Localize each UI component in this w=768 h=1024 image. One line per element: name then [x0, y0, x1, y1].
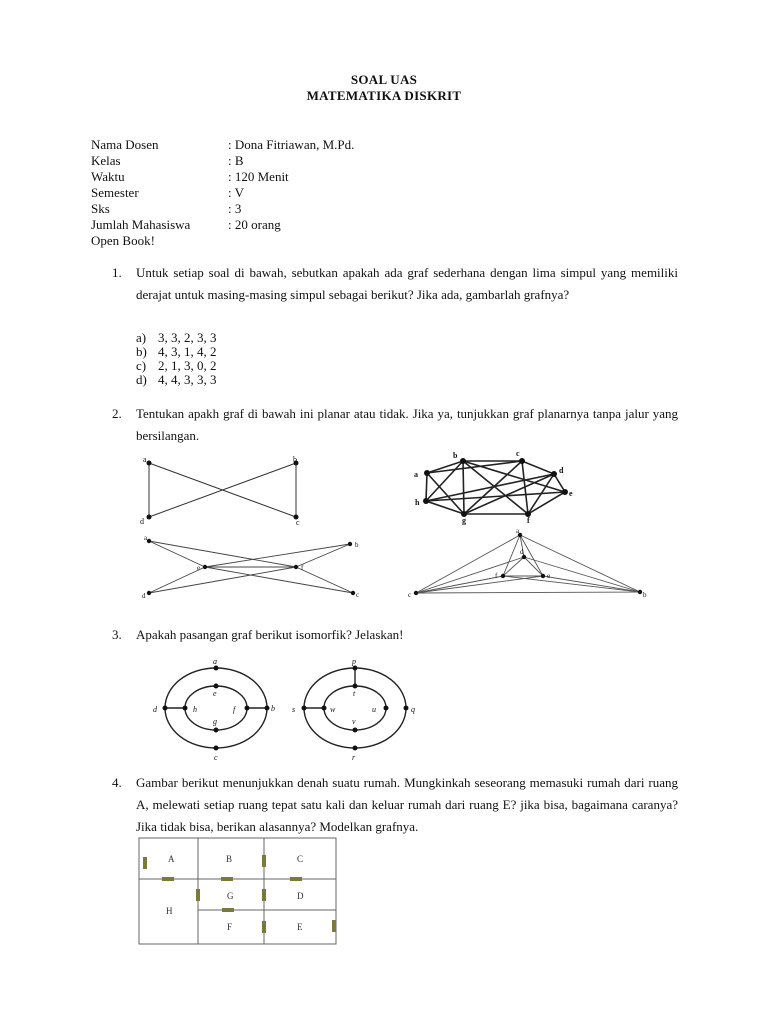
door — [262, 855, 266, 867]
option-letter: d) — [136, 372, 147, 387]
node-label: b — [271, 704, 275, 713]
node-label: f — [495, 572, 498, 580]
option-letter: c) — [136, 358, 147, 373]
question-text: Tentukan apakh graf di bawah ini planar atau tidak. Jika ya, tunjukkan graf planarnya tanpa jalur yang bersilangan. — [136, 406, 678, 443]
node-label: w — [330, 705, 336, 714]
node-label: v — [352, 717, 356, 726]
node-label: f — [301, 564, 304, 572]
question-number: 3. — [112, 627, 122, 642]
node-label: p — [352, 657, 356, 666]
node-label: f — [527, 516, 530, 525]
question-number: 2. — [112, 406, 122, 421]
room-label: G — [227, 891, 234, 901]
node-label: a — [213, 657, 217, 666]
node-label: c — [356, 591, 360, 599]
info-label: Nama Dosen — [91, 137, 159, 152]
node-label: c — [296, 518, 300, 527]
info-value: : 3 — [228, 201, 242, 216]
question-number: 4. — [112, 775, 122, 790]
open-book-note: Open Book! — [91, 233, 155, 248]
node-label: h — [193, 705, 197, 714]
room-label: F — [227, 922, 233, 932]
question-text: Gambar berikut menunjukkan denah suatu rumah. Mungkinkah seseorang memasuki rumah dari ruang A, melewati setiap ruang tepat satu kali dan keluar rumah dari ruang E? jika bisa, bagaimana caranya? Jika tidak bisa, berikan alasannya? Modelkan grafnya. — [136, 775, 678, 834]
info-value: : 20 orang — [228, 217, 281, 232]
node-label: q — [411, 705, 415, 714]
door — [290, 877, 302, 881]
door — [262, 921, 266, 933]
door — [196, 889, 200, 901]
option-value: 4, 3, 1, 4, 2 — [158, 344, 217, 359]
node-label: a — [143, 455, 147, 464]
option-letter: a) — [136, 330, 147, 345]
question-text: Untuk setiap soal di bawah, sebutkan apakah ada graf sederhana dengan lima simpul yang memiliki derajat untuk masing-masing simpul sebagai berikut? Jika ada, gambarlah grafnya? — [136, 265, 678, 302]
node-label: b — [453, 451, 458, 460]
info-label: Jumlah Mahasiswa — [91, 217, 191, 232]
option-value: 4, 4, 3, 3, 3 — [158, 372, 217, 387]
node-label: e — [197, 564, 201, 572]
info-label: Semester — [91, 185, 139, 200]
doc-subtitle: MATEMATIKA DISKRIT — [306, 88, 462, 103]
question-number: 1. — [112, 265, 122, 280]
door — [221, 877, 233, 881]
option-letter: b) — [136, 344, 147, 359]
node-label: h — [415, 498, 420, 507]
node-label: d — [153, 705, 157, 714]
node-label: a — [144, 534, 148, 542]
room-label: H — [166, 906, 173, 916]
node-label: f — [233, 705, 236, 714]
room-label: A — [168, 854, 175, 864]
info-value: : V — [228, 185, 245, 200]
info-label: Sks — [91, 201, 110, 216]
option-value: 2, 1, 3, 0, 2 — [158, 358, 217, 373]
info-label: Waktu — [91, 169, 125, 184]
node-label: d — [140, 517, 144, 526]
node-label: b — [293, 455, 297, 464]
info-value: : Dona Fitriawan, M.Pd. — [228, 137, 355, 152]
node-label: e — [569, 489, 573, 498]
node-label: r — [352, 753, 356, 762]
door — [143, 857, 147, 869]
node-label: b — [355, 541, 359, 549]
node-label: g — [462, 516, 466, 525]
room-label: E — [297, 922, 303, 932]
room-label: B — [226, 854, 233, 864]
node-label: s — [292, 705, 296, 714]
door — [222, 908, 234, 912]
question-text: Apakah pasangan graf berikut isomorfik? Jelaskan! — [136, 627, 404, 642]
node-label: c — [214, 753, 218, 762]
info-value: : B — [228, 153, 244, 168]
node-label: a — [516, 527, 520, 535]
node-label: d — [142, 592, 146, 600]
option-value: 3, 3, 2, 3, 3 — [158, 330, 217, 345]
room-label: C — [297, 854, 304, 864]
node-label: c — [408, 591, 412, 599]
node-label: e — [213, 689, 217, 698]
node-label: g — [213, 717, 217, 726]
node-label: e — [547, 572, 551, 580]
doc-title: SOAL UAS — [350, 72, 418, 87]
node-label: a — [414, 470, 418, 479]
node-label: t — [353, 689, 356, 698]
door — [162, 877, 174, 881]
info-value: : 120 Menit — [228, 169, 289, 184]
node-label: c — [516, 449, 520, 458]
room-label: D — [297, 891, 304, 901]
node-label: d — [520, 548, 524, 556]
node-label: b — [643, 591, 647, 599]
info-label: Kelas — [91, 153, 121, 168]
door — [332, 920, 336, 932]
door — [262, 889, 266, 901]
node-label: u — [372, 705, 376, 714]
node-label: d — [559, 466, 564, 475]
